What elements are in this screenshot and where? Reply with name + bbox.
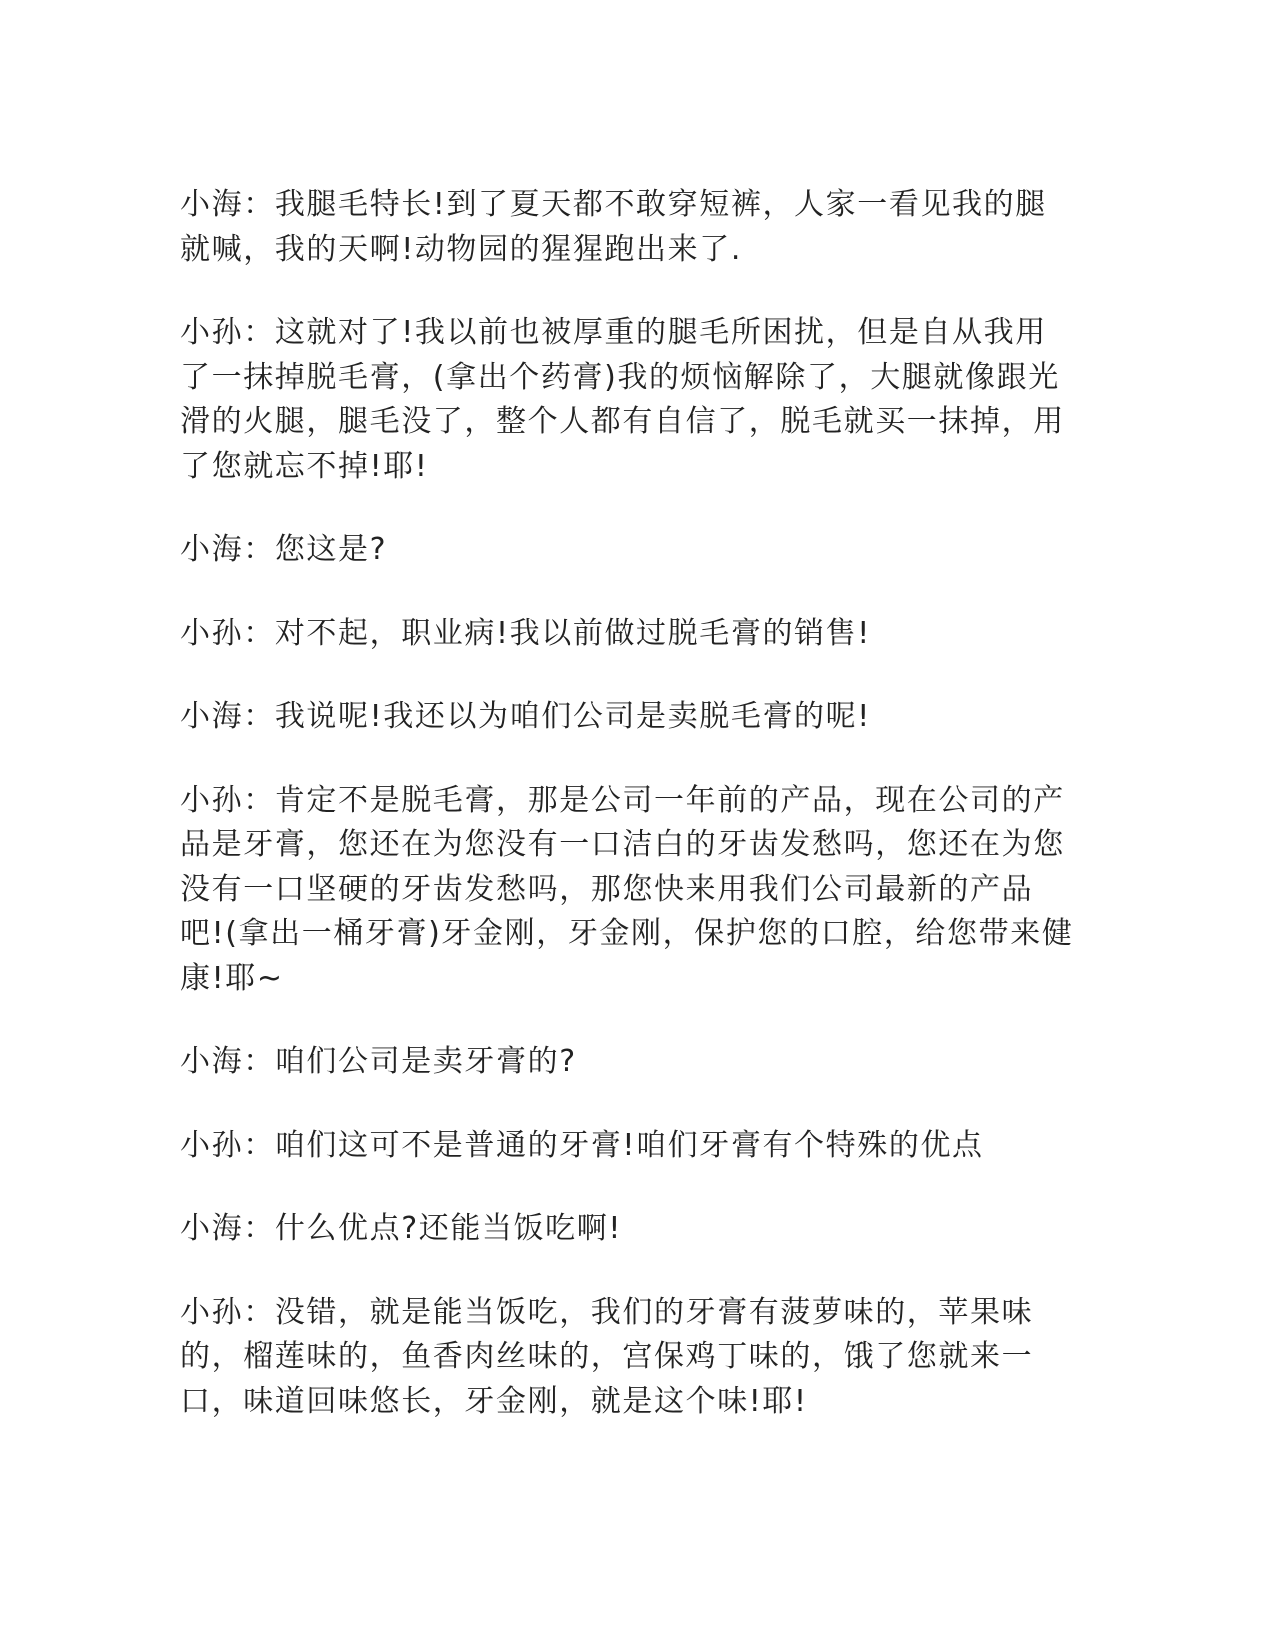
dialogue-text: 您这是? [274, 532, 388, 567]
dialogue-line [180, 1040, 1075, 1085]
dialogue-text: 对不起，职业病!我以前做过脱毛膏的销售! [274, 615, 871, 651]
dialogue-line [180, 311, 1075, 489]
speaker-name: 小孙： [180, 782, 275, 818]
dialogue-text: 我腿毛特长!到了夏天都不敢穿短裤，人家一看见我的腿就喊，我的天啊!动物园的猩猩跑出来了. [180, 187, 1047, 267]
dialogue-text: 什么优点?还能当饭吃啊! [274, 1211, 622, 1246]
speaker-name: 小海： [180, 187, 275, 222]
dialogue-text: 没错，就是能当饭吃，我们的牙膏有菠萝味的，苹果味的，榴莲味的，鱼香肉丝味的，宫保鸡丁味的，饿了您就来一口，味道回味悠长，牙金刚，就是这个味!耶! [180, 1294, 1034, 1419]
dialogue-line [180, 1207, 1075, 1252]
speaker-name: 小海： [180, 1211, 275, 1246]
dialogue-text: 咱们公司是卖牙膏的? [274, 1044, 577, 1079]
speaker-name: 小孙： [180, 315, 275, 350]
dialogue-line [180, 528, 1075, 573]
speaker-name: 小海： [180, 532, 275, 567]
dialogue-text: 肯定不是脱毛膏，那是公司一年前的产品，现在公司的产品是牙膏，您还在为您没有一口洁白的牙齿发愁吗，您还在为您没有一口坚硬的牙齿发愁吗，那您快来用我们公司最新的产品吧!(拿出一桶牙膏)牙金刚，牙金刚，保护您的口腔，给您带来健康!耶~ [180, 782, 1074, 996]
speaker-name: 小海： [180, 699, 275, 734]
speaker-name: 小孙： [180, 615, 275, 651]
dialogue-line [180, 779, 1075, 1002]
dialogue-line [180, 183, 1075, 272]
dialogue-line [180, 612, 1075, 657]
dialogue-text: 我说呢!我还以为咱们公司是卖脱毛膏的呢! [274, 699, 871, 734]
document-page [180, 183, 1075, 1463]
speaker-name: 小孙： [180, 1294, 275, 1330]
dialogue-line [180, 1291, 1075, 1425]
dialogue-line [180, 695, 1075, 740]
speaker-name: 小海： [180, 1044, 275, 1079]
dialogue-line [180, 1124, 1075, 1169]
dialogue-text: 这就对了!我以前也被厚重的腿毛所困扰，但是自从我用了一抹掉脱毛膏，(拿出个药膏)我的烦恼解除了，大腿就像跟光滑的火腿，腿毛没了，整个人都有自信了，脱毛就买一抹掉，用了您就忘不掉!耶! [180, 315, 1065, 484]
speaker-name: 小孙： [180, 1127, 275, 1163]
dialogue-text: 咱们这可不是普通的牙膏!咱们牙膏有个特殊的优点 [274, 1127, 984, 1163]
